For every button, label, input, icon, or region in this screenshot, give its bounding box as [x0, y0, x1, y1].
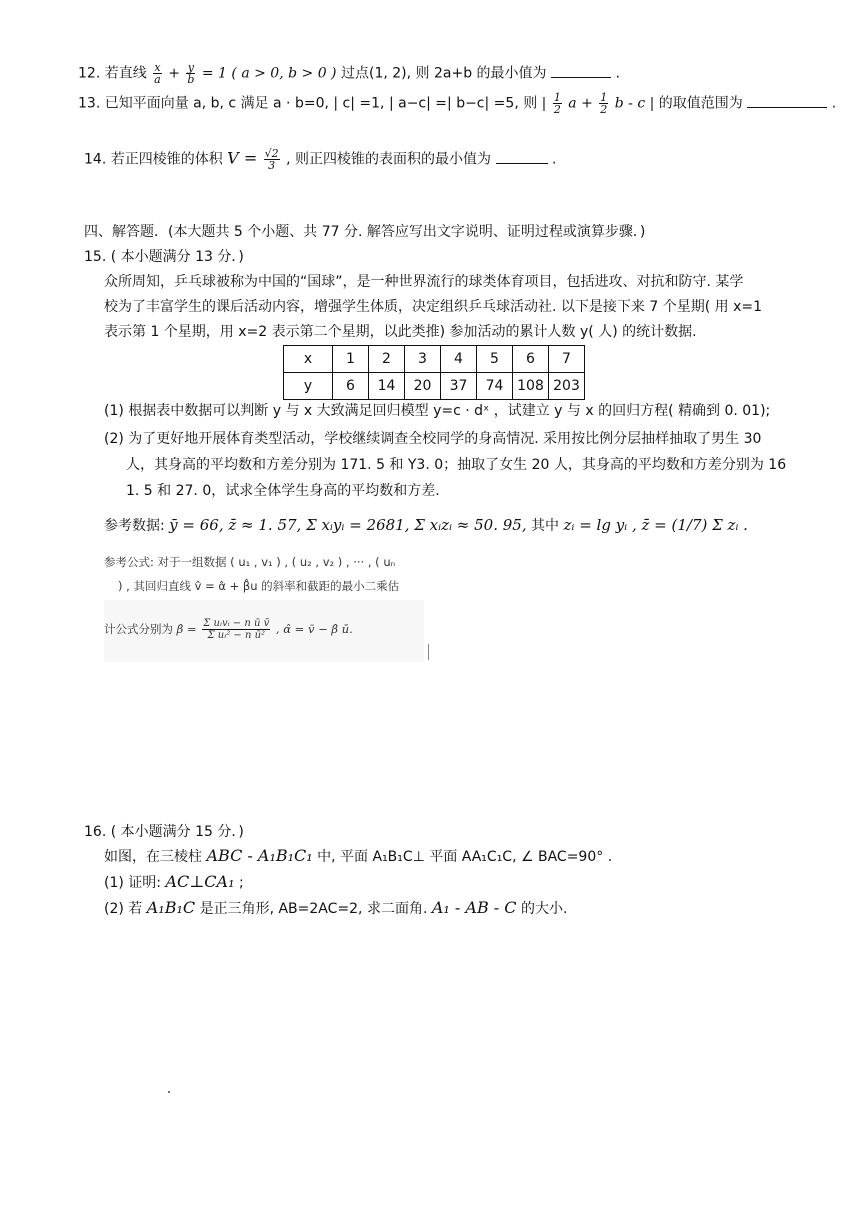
paragraph-line: 校为了丰富学生的课后活动内容，增强学生体质，决定组织乒乓球活动社. 以下是接下来 7 个星期( 用 x=1: [104, 299, 762, 315]
reference-values: ȳ = 66, z̄ ≈ 1. 57, Σ xᵢyᵢ = 2681, Σ xᵢzᵢ ≈ 50. 95,: [169, 516, 527, 534]
vector-term: b - c |: [614, 95, 655, 112]
question-text: 是正三角形, AB=2AC=2, 求二面角.: [199, 901, 428, 917]
table-cell: 14: [369, 373, 405, 400]
table-cell: 37: [441, 373, 477, 400]
table-cell: x: [284, 346, 333, 373]
table-cell: 5: [477, 346, 513, 373]
vector-term: a +: [568, 95, 593, 112]
question-16-header: 16. ( 本小题满分 15 分．): [84, 824, 244, 840]
table-row: [284, 346, 585, 373]
sub-question-2-cont: 1. 5 和 27. 0，试求全体学生身高的平均数和方差.: [126, 483, 440, 499]
perpendicular-statement: AC⊥CA₁: [165, 872, 235, 891]
stray-dot: [168, 1091, 170, 1093]
fraction-root2-over-3: [264, 148, 280, 171]
sub-question-1: [104, 872, 244, 893]
reference-data: [104, 515, 748, 536]
question-text: 的取值范围为: [658, 95, 743, 112]
triangle-name: A₁B₁C: [146, 898, 196, 917]
question-14: [84, 148, 556, 171]
dihedral-angle: A₁ - AB - C: [431, 898, 517, 917]
alpha-hat: , α̂ = v̄ − β̂ ū.: [275, 622, 353, 636]
question-text: 过点(1, 2), 则 2a+b 的最小值为: [340, 65, 547, 82]
question-12: [78, 62, 620, 85]
table-cell: 2: [369, 346, 405, 373]
table-cell: 74: [477, 373, 513, 400]
abs-bar: |: [541, 95, 547, 112]
question-text: , 则正四棱锥的表面积的最小值为: [286, 151, 492, 168]
question-number: 12.: [78, 65, 101, 82]
table-cell: 4: [441, 346, 477, 373]
table-cell: 20: [405, 373, 441, 400]
period: .: [615, 65, 620, 82]
question-text: 若直线: [104, 65, 147, 82]
reference-definition: zᵢ = lg yᵢ , z̄ = (1/7) Σ zᵢ .: [563, 516, 748, 534]
plus-sign: +: [168, 65, 180, 82]
reference-label: 参考数据:: [104, 518, 165, 534]
table-cell: 6: [513, 346, 549, 373]
sub-question-2: [104, 898, 567, 919]
fraction-one-half: [599, 92, 608, 115]
fraction-one-half: [553, 92, 562, 115]
reference-formula-line: 参考公式: 对于一组数据 ( u₁ , v₁ ) , ( u₂ , v₂ ) , ··· , ( uₙ: [104, 555, 396, 569]
fraction-denominator: b: [187, 73, 195, 86]
fraction-denominator: 3: [268, 159, 276, 172]
fraction-numerator: y: [187, 61, 194, 74]
table-cell: y: [284, 373, 333, 400]
period: .: [831, 95, 837, 112]
question-text: 若正四棱锥的体积: [110, 151, 223, 168]
fraction-numerator: Σ uᵢvᵢ − n ū v̄: [203, 618, 270, 629]
answer-blank: [551, 63, 611, 78]
section-heading: 四、解答题．(本大题共 5 个小题、共 77 分. 解答应写出文字说明、证明过程或演算步骤．): [84, 224, 646, 240]
sub-question-1: (1) 根据表中数据可以判断 y 与 x 大致满足回归模型 y=c · dˣ ，试建立 y 与 x 的回归方程( 精确到 0. 01);: [104, 403, 771, 419]
fraction-numerator: x: [154, 61, 161, 74]
sub-label: (2) 若: [104, 901, 143, 917]
fraction-y-over-b: [186, 62, 195, 85]
question-number: 13.: [78, 95, 101, 112]
paragraph-line: 表示第 1 个星期，用 x=2 表示第二个星期，以此类推) 参加活动的累计人数 y( 人) 的统计数据.: [104, 324, 697, 340]
fraction-denominator: a: [154, 73, 161, 86]
answer-blank: [496, 149, 548, 164]
paragraph-line: 众所周知，乒乓球被称为中国的“国球”，是一种世界流行的球类体育项目，包括进攻、对抗和防守. 某学: [104, 274, 744, 290]
beta-hat: β̂ =: [176, 622, 197, 636]
reference-formula-line: [104, 618, 353, 641]
reference-connector: 其中: [531, 518, 560, 534]
prism-name: ABC - A₁B₁C₁: [206, 846, 313, 865]
table-cell: 203: [549, 373, 585, 400]
sub-label: (1) 证明:: [104, 875, 161, 891]
table-cell: 6: [333, 373, 369, 400]
beta-fraction: [202, 618, 270, 641]
fraction-denominator: Σ uᵢ² − n ū²: [207, 630, 266, 641]
fraction-numerator: √2: [264, 147, 279, 160]
formula-label: 计公式分别为: [104, 622, 173, 636]
question-15-header: 15. ( 本小题满分 13 分．): [84, 249, 244, 265]
sub-question-2: (2) 为了更好地开展体育类型活动，学校继续调查全校同学的身高情况. 采用按比例分层抽样抽取了男生 30: [104, 431, 762, 447]
fraction-x-over-a: [153, 62, 162, 85]
fraction-numerator: 1: [553, 91, 561, 104]
table-cell: 1: [333, 346, 369, 373]
question-16-line: [104, 846, 612, 867]
fraction-denominator: 2: [600, 103, 608, 116]
question-text: 已知平面向量 a, b, c 满足 a · b=0, | c| =1, | a−c| =| b−c| =5, 则: [104, 95, 538, 112]
question-text: 的大小.: [521, 901, 568, 917]
table-cell: 108: [513, 373, 549, 400]
fraction-denominator: 2: [553, 103, 561, 116]
answer-blank: [747, 93, 827, 108]
reference-formula-line: ) , 其回归直线 v̂ = α̂ + β̂u 的斜率和截距的最小二乘估: [118, 579, 400, 593]
data-table: [283, 345, 585, 400]
question-text: 如图，在三棱柱: [104, 849, 202, 865]
divider-mark: [428, 644, 429, 660]
condition: = 1 ( a > 0, b > 0 ): [201, 65, 337, 82]
table-row: [284, 373, 585, 400]
table-cell: 7: [549, 346, 585, 373]
question-text: 中, 平面 A₁B₁C⊥ 平面 AA₁C₁C, ∠ BAC=90° .: [317, 849, 613, 865]
question-13: [78, 92, 836, 115]
fraction-numerator: 1: [600, 91, 608, 104]
period: .: [551, 151, 557, 168]
question-number: 14.: [84, 151, 107, 168]
volume-symbol: V =: [227, 148, 258, 168]
table-cell: 3: [405, 346, 441, 373]
sub-question-2-cont: 人，其身高的平均数和方差分别为 171. 5 和 Y3. 0；抽取了女生 20 人，其身高的平均数和方差分别为 16: [126, 457, 787, 473]
punctuation: ;: [238, 875, 244, 891]
